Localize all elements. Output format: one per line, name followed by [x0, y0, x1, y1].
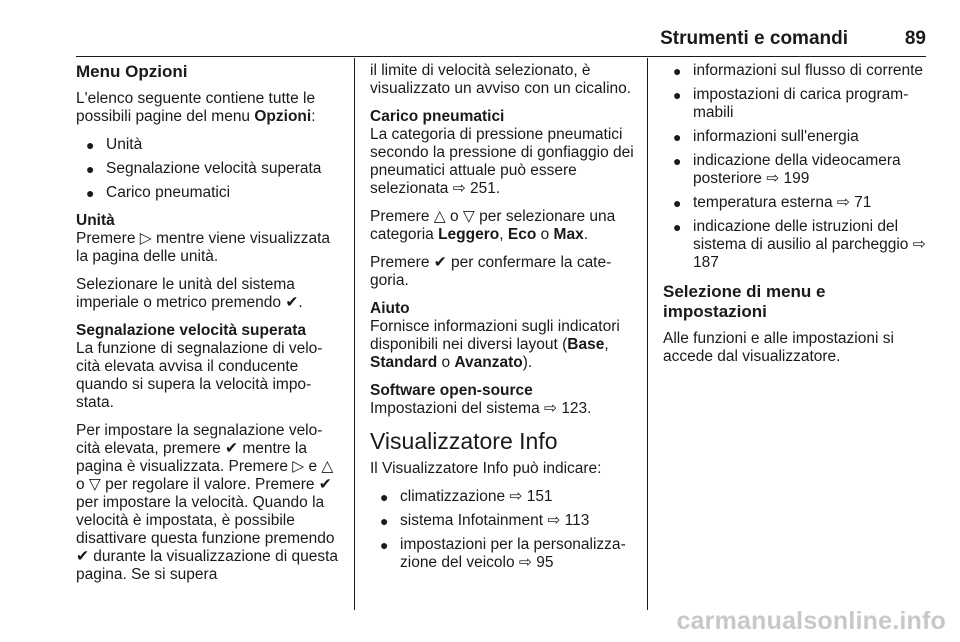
- page-header: [76, 28, 926, 54]
- segnalazione-heading: Segnalazione velocità superata: [76, 322, 307, 339]
- list-item: ● informazioni sul flusso di corrente: [673, 62, 924, 79]
- segnalazione-paragraph-2: Per impostare la segnalazione velocità elevata, premere ✔ mentre la pagina è visualizzata. Premere ▷ e △ o ▽ per regolare il valore. Premere ✔ per impostare la velocità. Quando la velocità è impostata, è possibile disattivare questa funzione premendo ✔ durante la visualizzazione di questa pagina. Se si supera: [76, 422, 339, 583]
- column-3: [663, 62, 931, 376]
- list-item: ● temperatura esterna ⇨ 71: [673, 194, 872, 211]
- carico-paragraph-1: La categoria di pressione pneumatici secondo la pressione di gonfiaggio dei pneumatici attuale può essere selezionata ⇨ 251.: [370, 126, 634, 197]
- aiuto-heading: Aiuto: [370, 300, 410, 317]
- list-item: ● indicazione della videocamera posteriore ⇨ 199: [673, 152, 901, 187]
- aiuto-paragraph: Fornisce informazioni sugli indicatori disponibili nei diversi layout (Base, Standard o Avanzato).: [370, 318, 620, 371]
- list-item: ● sistema Infotainment ⇨ 113: [380, 512, 590, 529]
- carico-heading: Carico pneumatici: [370, 108, 505, 125]
- menu-opzioni-intro: L'elenco seguente contiene tutte le possibili pagine del menu Opzioni:: [76, 90, 316, 125]
- software-heading: Software open-source: [370, 382, 533, 399]
- column-divider-2: [647, 58, 648, 610]
- info-continued-list: [663, 62, 931, 272]
- unita-paragraph-1: Premere ▷ mentre viene visualizzata la pagina delle unità.: [76, 230, 330, 265]
- unita-heading: Unità: [76, 212, 115, 229]
- software-paragraph: Impostazioni del sistema ⇨ 123.: [370, 400, 592, 417]
- list-item: ● indicazione delle istruzioni del sistema di ausilio al parcheggio ⇨ 187: [673, 218, 926, 271]
- list-item: ● impostazioni per la personalizzazione del veicolo ⇨ 95: [380, 536, 626, 571]
- column-2: [370, 62, 638, 582]
- menu-opzioni-heading: Menu Opzioni: [76, 62, 188, 81]
- section-title: Strumenti e comandi: [660, 28, 848, 49]
- selezione-paragraph: Alle funzioni e alle impostazioni si accede dal visualizzatore.: [663, 330, 894, 365]
- list-item: ● impostazioni di carica programmabili: [673, 86, 909, 121]
- column-1: [76, 62, 340, 594]
- list-item: ● Unità: [86, 136, 143, 153]
- visualizzatore-info-list: [370, 488, 638, 572]
- watermark: carmanualsonline.info: [676, 607, 946, 635]
- list-item: ● Carico pneumatici: [86, 184, 231, 201]
- unita-paragraph-2: Selezionare le unità del sistema imperiale o metrico premendo ✔.: [76, 276, 303, 311]
- menu-opzioni-list: [76, 136, 340, 202]
- visualizzatore-info-heading: Visualizzatore Info: [370, 428, 558, 454]
- segnalazione-paragraph-1: La funzione di segnalazione di velocità elevata avvisa il conducente quando si supera la velocità impostata.: [76, 340, 323, 411]
- list-item: ● informazioni sull'energia: [673, 128, 859, 145]
- selezione-heading: Selezione di menu e impostazioni: [663, 282, 826, 321]
- carico-paragraph-3: Premere ✔ per confermare la categoria.: [370, 254, 612, 289]
- column-divider-1: [354, 58, 355, 610]
- page-number: 89: [904, 28, 926, 49]
- list-item: ● Segnalazione velocità superata: [86, 160, 322, 177]
- continuation-paragraph: il limite di velocità selezionato, è visualizzato un avviso con un cicalino.: [370, 62, 632, 97]
- list-item: ● climatizzazione ⇨ 151: [380, 488, 553, 505]
- carico-paragraph-2: Premere △ o ▽ per selezionare una categoria Leggero, Eco o Max.: [370, 208, 616, 243]
- visualizzatore-info-intro: Il Visualizzatore Info può indicare:: [370, 460, 602, 477]
- header-rule: [76, 56, 926, 57]
